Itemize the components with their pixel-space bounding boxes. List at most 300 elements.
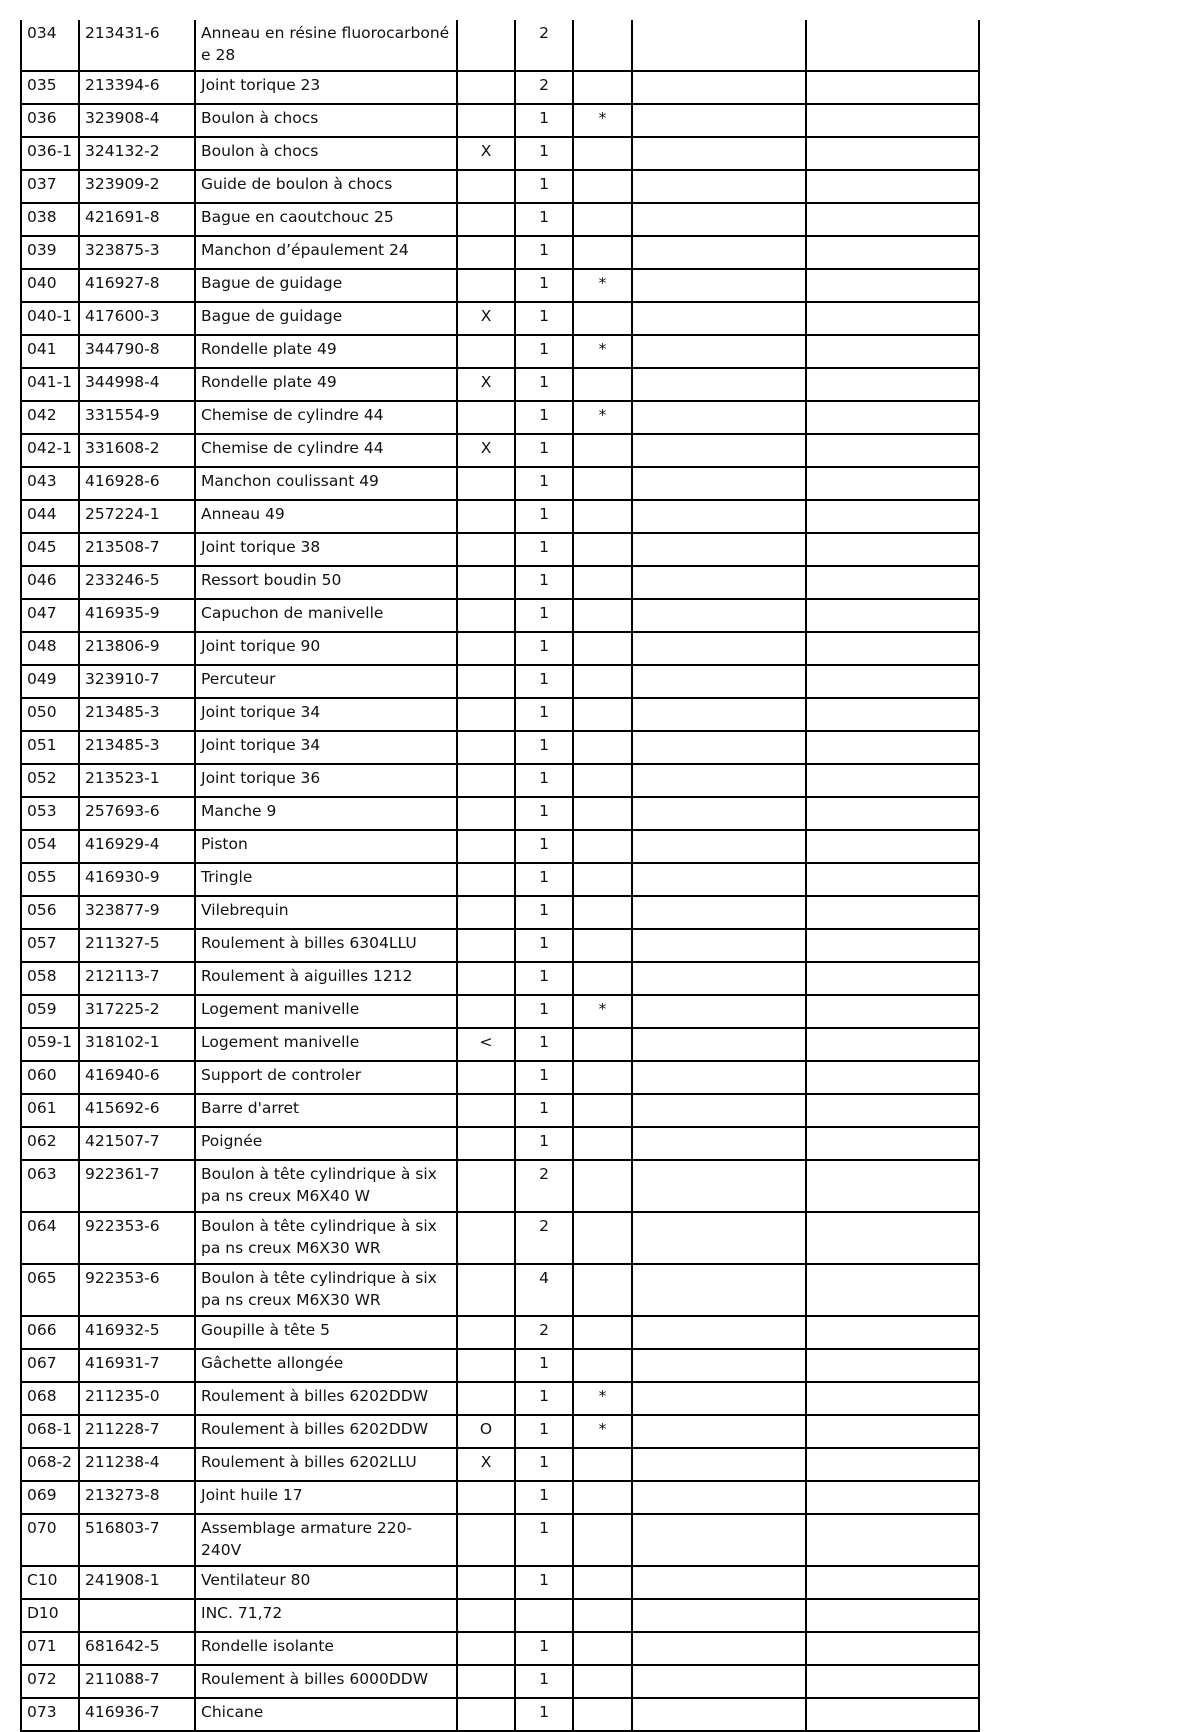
part-number-cell: 516803-7 [79,1514,195,1566]
blank-cell [632,698,806,731]
blank-cell [806,566,979,599]
blank-cell [806,1514,979,1566]
description-cell: Bague en caoutchouc 25 [195,203,457,236]
description-cell: Chicane [195,1698,457,1731]
part-number-cell: 323909-2 [79,170,195,203]
description-cell: Manche 9 [195,797,457,830]
description-cell: Capuchon de manivelle [195,599,457,632]
part-number-cell: 417600-3 [79,302,195,335]
quantity-cell: 1 [515,1698,573,1731]
part-number-cell: 323877-9 [79,896,195,929]
part-number-cell: 213431-6 [79,20,195,71]
description-cell: Guide de boulon à chocs [195,170,457,203]
blank-cell [806,335,979,368]
note-mark-cell [573,1566,632,1599]
item-number-cell: 041-1 [21,368,79,401]
description-cell: Bague de guidage [195,302,457,335]
item-number-cell: 066 [21,1316,79,1349]
part-number-cell: 212113-7 [79,962,195,995]
blank-cell [632,104,806,137]
part-number-cell: 213485-3 [79,731,195,764]
quantity-cell: 1 [515,863,573,896]
description-cell: Joint huile 17 [195,1481,457,1514]
blank-cell [632,731,806,764]
note-mark-cell [573,1448,632,1481]
change-mark-cell [457,1316,515,1349]
parts-list-page [20,20,980,1732]
blank-cell [632,1566,806,1599]
description-cell: Gâchette allongée [195,1349,457,1382]
note-mark-cell: * [573,269,632,302]
change-mark-cell [457,1127,515,1160]
quantity-cell [515,1599,573,1632]
blank-cell [806,203,979,236]
part-number-cell: 211088-7 [79,1665,195,1698]
table-row [21,1264,979,1316]
quantity-cell: 4 [515,1264,573,1316]
description-cell: Bague de guidage [195,269,457,302]
blank-cell [632,1127,806,1160]
note-mark-cell [573,962,632,995]
table-row [21,599,979,632]
change-mark-cell [457,1481,515,1514]
blank-cell [632,1481,806,1514]
description-cell: Barre d'arret [195,1094,457,1127]
blank-cell [632,434,806,467]
note-mark-cell [573,434,632,467]
table-row [21,1127,979,1160]
item-number-cell: 070 [21,1514,79,1566]
note-mark-cell [573,1094,632,1127]
blank-cell [806,20,979,71]
item-number-cell: 036-1 [21,137,79,170]
description-cell: Ventilateur 80 [195,1566,457,1599]
part-number-cell: 416928-6 [79,467,195,500]
blank-cell [806,1632,979,1665]
blank-cell [806,236,979,269]
description-cell: Anneau en résine fluorocarboné e 28 [195,20,457,71]
item-number-cell: 048 [21,632,79,665]
description-cell: Roulement à billes 6202DDW [195,1415,457,1448]
part-number-cell: 213806-9 [79,632,195,665]
quantity-cell: 2 [515,1212,573,1264]
part-number-cell: 233246-5 [79,566,195,599]
note-mark-cell: * [573,335,632,368]
blank-cell [806,269,979,302]
note-mark-cell [573,137,632,170]
quantity-cell: 1 [515,797,573,830]
blank-cell [806,731,979,764]
blank-cell [806,1415,979,1448]
table-row [21,764,979,797]
quantity-cell: 1 [515,929,573,962]
quantity-cell: 1 [515,698,573,731]
note-mark-cell: * [573,401,632,434]
change-mark-cell [457,995,515,1028]
blank-cell [632,71,806,104]
item-number-cell: 062 [21,1127,79,1160]
quantity-cell: 1 [515,1349,573,1382]
table-row [21,401,979,434]
note-mark-cell [573,896,632,929]
blank-cell [632,1094,806,1127]
part-number-cell: 257224-1 [79,500,195,533]
table-row [21,1160,979,1212]
blank-cell [806,962,979,995]
note-mark-cell [573,1212,632,1264]
description-cell: Rondelle plate 49 [195,368,457,401]
item-number-cell: 056 [21,896,79,929]
description-cell: Joint torique 34 [195,731,457,764]
part-number-cell: 416930-9 [79,863,195,896]
blank-cell [806,995,979,1028]
quantity-cell: 1 [515,896,573,929]
note-mark-cell [573,1127,632,1160]
blank-cell [632,500,806,533]
quantity-cell: 2 [515,71,573,104]
quantity-cell: 1 [515,533,573,566]
quantity-cell: 1 [515,1382,573,1415]
blank-cell [632,896,806,929]
table-row [21,665,979,698]
quantity-cell: 1 [515,170,573,203]
table-row [21,467,979,500]
table-row [21,1349,979,1382]
item-number-cell: 059 [21,995,79,1028]
blank-cell [806,1061,979,1094]
item-number-cell: 069 [21,1481,79,1514]
item-number-cell: 050 [21,698,79,731]
blank-cell [806,302,979,335]
item-number-cell: 044 [21,500,79,533]
description-cell: Tringle [195,863,457,896]
description-cell: Boulon à tête cylindrique à six pa ns creux M6X30 WR [195,1264,457,1316]
blank-cell [806,1481,979,1514]
quantity-cell: 1 [515,104,573,137]
description-cell: Joint torique 34 [195,698,457,731]
part-number-cell: 331554-9 [79,401,195,434]
change-mark-cell: O [457,1415,515,1448]
table-row [21,896,979,929]
blank-cell [632,1349,806,1382]
parts-table [20,20,980,1732]
note-mark-cell [573,170,632,203]
part-number-cell: 416936-7 [79,1698,195,1731]
description-cell: Vilebrequin [195,896,457,929]
change-mark-cell [457,764,515,797]
table-row [21,236,979,269]
item-number-cell: 065 [21,1264,79,1316]
quantity-cell: 1 [515,665,573,698]
quantity-cell: 1 [515,1481,573,1514]
note-mark-cell: * [573,1415,632,1448]
description-cell: Ressort boudin 50 [195,566,457,599]
item-number-cell: 040-1 [21,302,79,335]
blank-cell [806,1094,979,1127]
quantity-cell: 1 [515,1094,573,1127]
change-mark-cell [457,665,515,698]
quantity-cell: 1 [515,368,573,401]
table-row [21,995,979,1028]
blank-cell [632,962,806,995]
note-mark-cell [573,1160,632,1212]
blank-cell [632,995,806,1028]
part-number-cell: 416931-7 [79,1349,195,1382]
note-mark-cell [573,71,632,104]
blank-cell [806,1127,979,1160]
blank-cell [632,269,806,302]
change-mark-cell: < [457,1028,515,1061]
description-cell: Roulement à billes 6202DDW [195,1382,457,1415]
description-cell: Joint torique 90 [195,632,457,665]
blank-cell [806,1264,979,1316]
change-mark-cell: X [457,137,515,170]
item-number-cell: 057 [21,929,79,962]
item-number-cell: 054 [21,830,79,863]
change-mark-cell [457,20,515,71]
quantity-cell: 1 [515,1632,573,1665]
table-row [21,1028,979,1061]
table-row [21,302,979,335]
table-row [21,1665,979,1698]
item-number-cell: 045 [21,533,79,566]
blank-cell [632,1698,806,1731]
note-mark-cell [573,764,632,797]
table-row [21,1448,979,1481]
table-row [21,533,979,566]
description-cell: Roulement à billes 6304LLU [195,929,457,962]
part-number-cell: 211228-7 [79,1415,195,1448]
item-number-cell: 059-1 [21,1028,79,1061]
description-cell: Chemise de cylindre 44 [195,401,457,434]
table-row [21,797,979,830]
description-cell: Roulement à billes 6000DDW [195,1665,457,1698]
table-row [21,500,979,533]
blank-cell [806,599,979,632]
part-number-cell: 241908-1 [79,1566,195,1599]
table-row [21,71,979,104]
change-mark-cell [457,170,515,203]
blank-cell [806,1382,979,1415]
part-number-cell: 416940-6 [79,1061,195,1094]
item-number-cell: 036 [21,104,79,137]
change-mark-cell [457,830,515,863]
blank-cell [632,533,806,566]
table-row [21,632,979,665]
change-mark-cell [457,467,515,500]
note-mark-cell [573,929,632,962]
quantity-cell: 1 [515,962,573,995]
note-mark-cell [573,368,632,401]
blank-cell [806,533,979,566]
blank-cell [806,434,979,467]
change-mark-cell [457,896,515,929]
change-mark-cell [457,863,515,896]
item-number-cell: 068-2 [21,1448,79,1481]
blank-cell [632,1448,806,1481]
blank-cell [632,1382,806,1415]
quantity-cell: 1 [515,764,573,797]
table-row [21,1599,979,1632]
blank-cell [632,1264,806,1316]
change-mark-cell [457,1061,515,1094]
blank-cell [632,1061,806,1094]
item-number-cell: 073 [21,1698,79,1731]
part-number-cell: 213523-1 [79,764,195,797]
table-row [21,20,979,71]
table-row [21,1566,979,1599]
part-number-cell: 416935-9 [79,599,195,632]
change-mark-cell [457,1382,515,1415]
note-mark-cell [573,1316,632,1349]
blank-cell [632,764,806,797]
blank-cell [806,698,979,731]
blank-cell [632,1514,806,1566]
quantity-cell: 1 [515,203,573,236]
part-number-cell: 922353-6 [79,1212,195,1264]
quantity-cell: 1 [515,1566,573,1599]
blank-cell [632,863,806,896]
description-cell: Chemise de cylindre 44 [195,434,457,467]
part-number-cell: 323875-3 [79,236,195,269]
blank-cell [632,1665,806,1698]
quantity-cell: 1 [515,731,573,764]
note-mark-cell [573,1514,632,1566]
item-number-cell: 051 [21,731,79,764]
part-number-cell: 211327-5 [79,929,195,962]
blank-cell [806,401,979,434]
note-mark-cell [573,566,632,599]
part-number-cell: 922361-7 [79,1160,195,1212]
part-number-cell: 421691-8 [79,203,195,236]
table-row [21,929,979,962]
item-number-cell: 060 [21,1061,79,1094]
quantity-cell: 1 [515,1127,573,1160]
blank-cell [806,1448,979,1481]
note-mark-cell [573,1349,632,1382]
part-number-cell: 416932-5 [79,1316,195,1349]
table-row [21,269,979,302]
description-cell: Percuteur [195,665,457,698]
table-row [21,962,979,995]
item-number-cell: 064 [21,1212,79,1264]
description-cell: Joint torique 38 [195,533,457,566]
change-mark-cell [457,104,515,137]
table-row [21,335,979,368]
table-row [21,170,979,203]
blank-cell [632,368,806,401]
blank-cell [806,1665,979,1698]
item-number-cell: 038 [21,203,79,236]
description-cell: Logement manivelle [195,995,457,1028]
quantity-cell: 1 [515,434,573,467]
item-number-cell: 058 [21,962,79,995]
blank-cell [632,302,806,335]
quantity-cell: 1 [515,401,573,434]
quantity-cell: 1 [515,302,573,335]
item-number-cell: 053 [21,797,79,830]
part-number-cell: 323910-7 [79,665,195,698]
quantity-cell: 1 [515,269,573,302]
note-mark-cell: * [573,104,632,137]
item-number-cell: 039 [21,236,79,269]
note-mark-cell [573,236,632,269]
item-number-cell: 046 [21,566,79,599]
part-number-cell: 922353-6 [79,1264,195,1316]
part-number-cell: 344998-4 [79,368,195,401]
change-mark-cell [457,1599,515,1632]
change-mark-cell [457,1264,515,1316]
note-mark-cell [573,632,632,665]
change-mark-cell [457,1160,515,1212]
note-mark-cell [573,500,632,533]
item-number-cell: 035 [21,71,79,104]
item-number-cell: 049 [21,665,79,698]
blank-cell [806,896,979,929]
note-mark-cell: * [573,995,632,1028]
table-row [21,1698,979,1731]
item-number-cell: 068-1 [21,1415,79,1448]
blank-cell [632,1028,806,1061]
note-mark-cell [573,665,632,698]
blank-cell [806,170,979,203]
change-mark-cell [457,962,515,995]
note-mark-cell [573,698,632,731]
change-mark-cell [457,269,515,302]
item-number-cell: C10 [21,1566,79,1599]
description-cell: Joint torique 23 [195,71,457,104]
table-row [21,830,979,863]
change-mark-cell [457,731,515,764]
part-number-cell: 213394-6 [79,71,195,104]
blank-cell [632,632,806,665]
description-cell: Assemblage armature 220-240V [195,1514,457,1566]
part-number-cell: 318102-1 [79,1028,195,1061]
blank-cell [632,1415,806,1448]
part-number-cell: 416929-4 [79,830,195,863]
note-mark-cell [573,731,632,764]
change-mark-cell: X [457,302,515,335]
note-mark-cell [573,830,632,863]
description-cell: Boulon à chocs [195,137,457,170]
change-mark-cell [457,71,515,104]
part-number-cell: 213485-3 [79,698,195,731]
part-number-cell: 211235-0 [79,1382,195,1415]
blank-cell [806,1028,979,1061]
item-number-cell: 043 [21,467,79,500]
blank-cell [806,368,979,401]
blank-cell [806,830,979,863]
change-mark-cell [457,1698,515,1731]
change-mark-cell [457,1665,515,1698]
blank-cell [806,929,979,962]
item-number-cell: 068 [21,1382,79,1415]
note-mark-cell [573,863,632,896]
change-mark-cell [457,1566,515,1599]
quantity-cell: 1 [515,500,573,533]
item-number-cell: 047 [21,599,79,632]
change-mark-cell [457,335,515,368]
item-number-cell: 055 [21,863,79,896]
blank-cell [632,137,806,170]
part-number-cell: 681642-5 [79,1632,195,1665]
blank-cell [632,566,806,599]
table-row [21,137,979,170]
blank-cell [806,1566,979,1599]
blank-cell [806,632,979,665]
quantity-cell: 1 [515,599,573,632]
quantity-cell: 1 [515,1514,573,1566]
